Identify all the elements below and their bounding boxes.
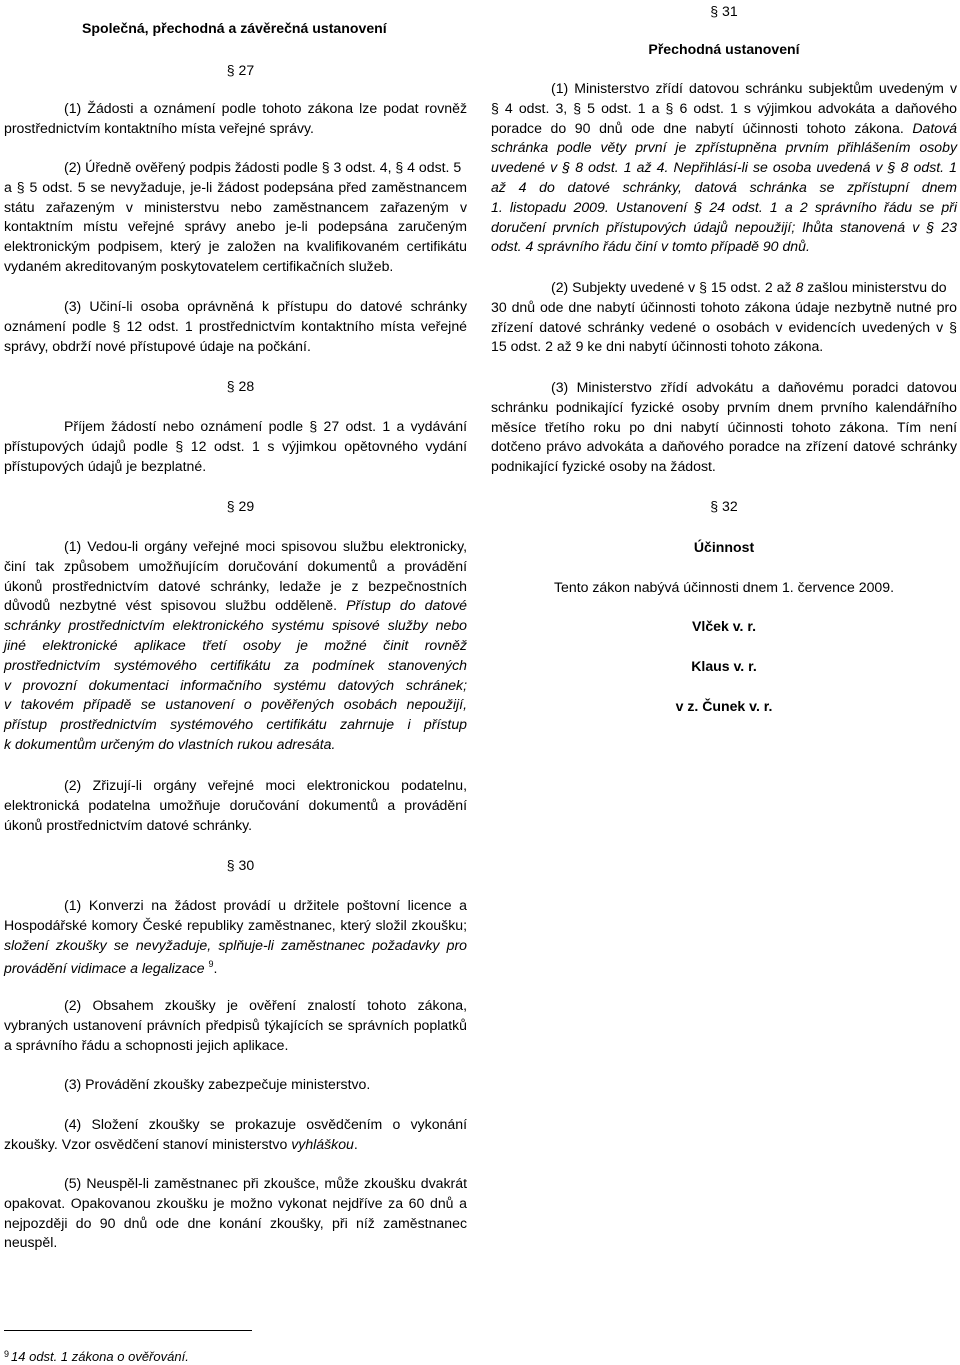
section-30-paragraph-4 <box>4 1115 467 1155</box>
text-line <box>491 119 957 139</box>
text-line: nejpozději do 90 dnů ode dne konání zkoušky, při níž zaměstnanec <box>4 1214 467 1231</box>
section-32-subtitle: Účinnost <box>693 539 755 555</box>
section-31-paragraph-1 <box>491 79 957 257</box>
text-fragment: . <box>353 1135 358 1152</box>
text-line: opakovat. Opakovanou zkoušku je možno vykonat nejdříve za 60 dnů a <box>4 1194 467 1211</box>
text-line-italic: k dokumentům určeným do vlastních rukou adresáta. <box>4 735 336 752</box>
text-line: a správního řádu a schopnosti jejich aplikace. <box>4 1036 289 1053</box>
footnote-reference: 9 <box>208 959 214 970</box>
text-line-italic: až 4 do datové schránky, datová schránka se zpřístupní dnem <box>491 178 957 195</box>
section-31-paragraph-2 <box>491 278 957 357</box>
section-27-title: § 27 <box>226 62 255 78</box>
text-fragment: zašlou ministerstvu do <box>803 279 947 295</box>
text-line: správy, obdrží nové přístupové údaje na počkání. <box>4 337 311 354</box>
text-line-italic: odst. 4 správního řádu činí v tomto případě 90 dnů. <box>491 238 810 255</box>
text-line-italic: přístup prostřednictvím systémového certifikátu zahrnuje i přístup <box>4 716 467 733</box>
section-30-title: § 30 <box>226 857 255 873</box>
text-line: (3) Učiní-li osoba oprávněná k přístupu do datové schránky <box>64 298 467 314</box>
text-line-italic: složení zkoušky se nevyžaduje, splňuje-li zaměstnanec požadavky pro <box>4 936 467 953</box>
section-31-title: § 31 <box>710 3 738 19</box>
text-line: měsíce třetího roku po dni nabytí účinnosti tohoto zákona. Tím není <box>491 418 957 435</box>
text-fragment-italic: 8 <box>795 279 804 295</box>
text-fragment: důvodů nezbytné vést spisovou službu odděleně. <box>4 597 338 614</box>
footnote <box>4 1346 189 1365</box>
text-line-italic: schránky prostřednictvím elektronického systému spisové služby nebo <box>4 617 467 634</box>
signature-3: v z. Čunek v. r. <box>675 698 773 714</box>
text-line: (1) Vedou-li orgány veřejné moci spisovou službu elektronicky, <box>64 538 467 554</box>
footnote-text: 14 odst. 1 zákona o ověřování. <box>11 1349 189 1364</box>
section-28-title: § 28 <box>226 378 255 394</box>
text-line: činí tak způsobem umožňujícím doručování dokumentů a provádění <box>4 557 467 574</box>
effectivity-text: Tento zákon nabývá účinnosti dnem 1. července 2009. <box>553 579 895 595</box>
text-line: (2) Zřizují-li orgány veřejné moci elektronickou podatelnu, <box>64 777 467 793</box>
footnote-mark: 9 <box>4 1349 10 1359</box>
text-line: dotčeno právo advokáta a daňového poradce na zřízení datové schránky <box>491 438 957 455</box>
text-line-italic: prostřednictvím systémového certifikátu za podmínek stanovených <box>4 656 467 673</box>
text-line: vybraných ustanovení právních předpisů týkajících se správních poplatků <box>4 1016 467 1033</box>
text-line <box>4 596 467 616</box>
text-line: 15 odst. 2 až 9 ke dni nabytí účinnosti tohoto zákona. <box>491 338 824 355</box>
text-line: 30 dnů ode dne nabytí účinnosti tohoto zákona údaje nezbytně nutné pro <box>491 298 957 315</box>
text-line: úkonů prostřednictvím datové schránky. <box>4 816 253 833</box>
section-32-title: § 32 <box>710 498 738 514</box>
section-29-title: § 29 <box>226 498 255 514</box>
text-line: schránku podnikající fyzické osoby prvním dnem prvního kalendářního <box>491 398 957 415</box>
text-line: (4) Složení zkoušky se prokazuje osvědčením o vykonání <box>64 1116 467 1132</box>
text-line <box>491 278 957 298</box>
text-line: neuspěl. <box>4 1234 58 1251</box>
section-30-paragraph-3 <box>4 1075 467 1095</box>
text-line: § 4 odst. 3, § 5 odst. 1 a § 6 odst. 1 s výjimkou advokáta a daňového <box>491 99 957 116</box>
section-29-paragraph-1 <box>4 537 467 755</box>
text-fragment-italic: vyhláškou <box>291 1135 354 1152</box>
text-line-italic: uvedené v § 8 odst. 1 až 4. Nepřihlásí-li se osoba uvedená v § 8 odst. 1 <box>491 159 957 176</box>
text-line: (2) Úředně ověřený podpis žádosti podle § 3 odst. 4, § 4 odst. 5 <box>64 159 462 175</box>
text-line-italic: doručení prvních přístupových údajů nepoužijí; lhůta stanovená v § 23 <box>491 218 957 235</box>
section-30-paragraph-5 <box>4 1174 467 1253</box>
section-31-subtitle: Přechodná ustanovení <box>648 41 800 57</box>
text-line: přístupových údajů podle § 12 odst. 1 s výjimkou opětovného vydání <box>4 437 467 454</box>
section-heading: Společná, přechodná a závěrečná ustanovení <box>82 20 387 36</box>
text-line: podnikající fyzické osoby na žádost. <box>491 458 716 475</box>
text-fragment-italic: Datová <box>912 119 958 136</box>
signature-1: Vlček v. r. <box>692 618 756 634</box>
text-line: kontaktním místu veřejné správy anebo je-li podepsána zaručeným <box>4 218 467 235</box>
text-line: (5) Neuspěl-li zaměstnanec při zkoušce, může zkoušku dvakrát <box>64 1175 467 1191</box>
text-line: (1) Žádosti a oznámení podle tohoto zákona lze podat rovněž <box>64 100 467 116</box>
section-27-paragraph-3 <box>4 297 467 356</box>
text-line-italic: jiné elektronické aplikace třetí osoby je možné činit rovněž <box>4 636 467 653</box>
text-line: (3) Ministerstvo zřídí advokátu a daňovému poradci datovou <box>551 379 957 395</box>
section-30-paragraph-1 <box>4 896 467 979</box>
text-fragment: (2) Subjekty uvedené v § 15 odst. 2 až <box>551 279 796 295</box>
text-line: (2) Obsahem zkoušky je ověření znalostí tohoto zákona, <box>64 997 467 1013</box>
section-30-paragraph-2 <box>4 996 467 1055</box>
text-line: oznámení podle § 12 odst. 1 prostřednictvím kontaktního místa veřejné <box>4 317 467 334</box>
text-line: Hospodářské komory České republiky zaměstnanec, který složil zkoušku; <box>4 916 467 933</box>
section-29-paragraph-2 <box>4 776 467 835</box>
footnote-separator <box>4 1330 252 1331</box>
text-line-italic: 1. listopadu 2009. Ustanovení § 24 odst. 1 a 2 správního řádu se při <box>491 198 957 215</box>
text-line: zřízení datové schránky vedené o osobách v evidencích uvedených v § <box>491 318 957 335</box>
text-fragment: poradce do 90 dnů ode dne nabytí účinnosti tohoto zákona. <box>491 119 904 136</box>
text-fragment: zkoušky. Vzor osvědčení stanoví ministerstvo <box>4 1135 292 1152</box>
text-line: státu zařazeným v ministerstvu nebo zaměstnancem zařazeným v <box>4 198 467 215</box>
text-line-italic: v takovém případě se ustanovení o pověřených osobách nepoužijí, <box>4 696 467 713</box>
text-line: a § 5 odst. 5 se nevyžaduje, je-li žádost podepsána před zaměstnancem <box>4 178 467 195</box>
section-27-paragraph-1 <box>4 99 467 139</box>
text-line: provádění vidimace a legalizace $^9$. <box>4 959 218 977</box>
signature-2: Klaus v. r. <box>691 658 757 674</box>
text-line-italic: v provozní dokumentaci informačního systému datových schránek; <box>4 676 467 693</box>
text-line: (1) Konverzi na žádost provádí u držitele poštovní licence a <box>64 897 467 913</box>
text-line: (3) Provádění zkoušky zabezpečuje ministerstvo. <box>64 1076 371 1092</box>
section-28-paragraph <box>4 417 467 476</box>
text-line: úkonů prostřednictvím datové schránky, ledaže je z bezpečnostních <box>4 577 467 594</box>
section-31-paragraph-3 <box>491 378 957 477</box>
text-fragment-italic: provádění vidimace a legalizace <box>4 960 205 977</box>
text-line: (1) Ministerstvo zřídí datovou schránku subjektům uvedeným v <box>551 80 957 96</box>
text-line: elektronická podatelna umožňuje doručování dokumentů a provádění <box>4 796 467 813</box>
text-line: vydaném akreditovaným poskytovatelem certifikačních služeb. <box>4 257 394 274</box>
text-line: Příjem žádostí nebo oznámení podle § 27 odst. 1 a vydávání <box>64 418 467 434</box>
text-line <box>4 1135 467 1155</box>
text-fragment-italic: Přístup do datové <box>346 597 467 614</box>
text-line: prostřednictvím kontaktního místa veřejné správy. <box>4 119 314 136</box>
text-line: přístupových údajů je bezplatné. <box>4 457 207 474</box>
section-27-paragraph-2 <box>4 158 467 277</box>
text-line: elektronickým podpisem, který je založen na kvalifikovaném certifikátu <box>4 238 467 255</box>
text-line-italic: schránka podle věty první je zpřístupněna prvním přihlášením osoby <box>491 139 957 156</box>
